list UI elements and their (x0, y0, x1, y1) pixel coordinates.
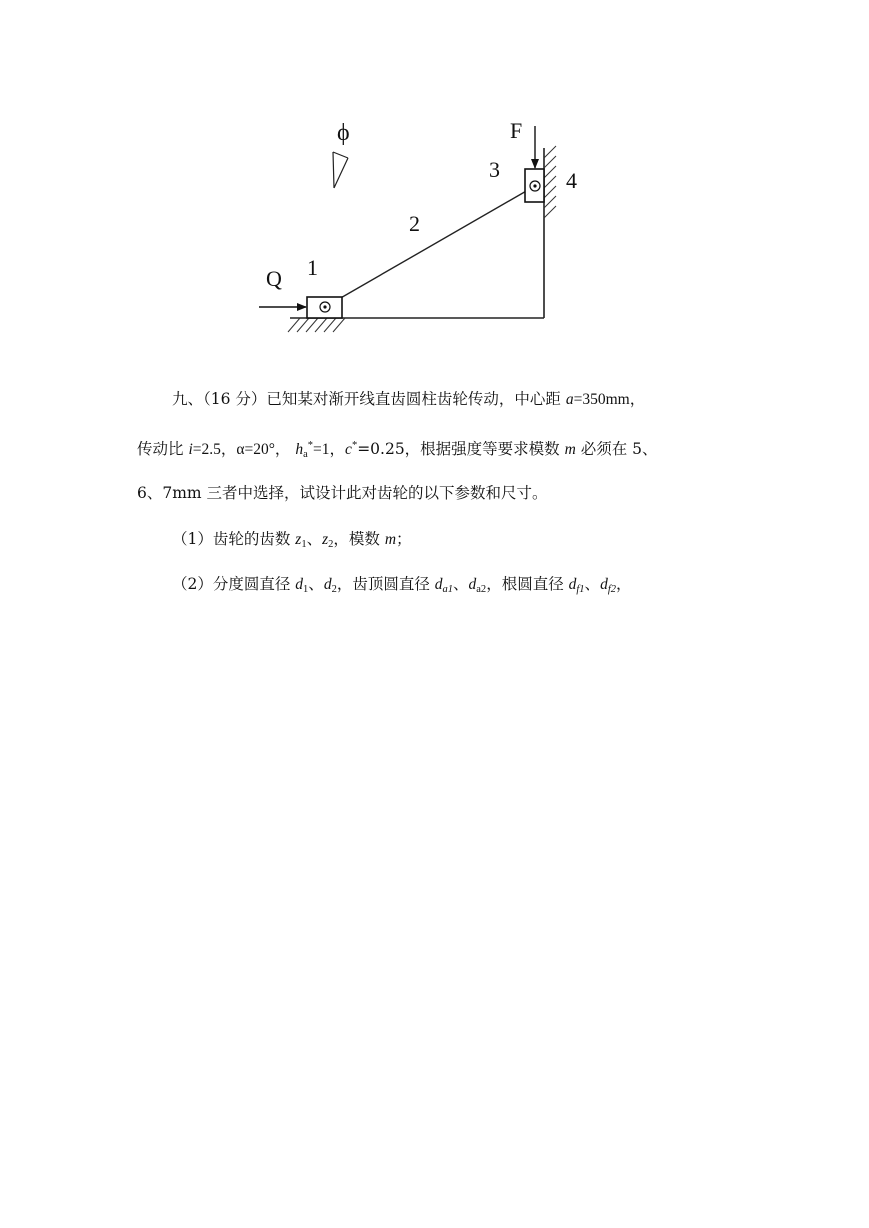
addendum-coef-sub: a (303, 449, 308, 460)
problem-item-1 (172, 529, 412, 555)
link-2-label: 2 (409, 211, 420, 236)
item2-root-label: ，根圆直径 (486, 575, 569, 593)
d1-sub: 1 (303, 584, 309, 595)
problem-line-3 (137, 483, 548, 503)
link-3-label: 3 (489, 157, 500, 182)
ratio-symbol: i (188, 441, 193, 458)
clearance-coef-sup: * (351, 440, 358, 451)
addendum-coef-sup: * (307, 440, 314, 451)
clearance-coef-value: =0.25，根据强度等要求模数 (357, 440, 565, 458)
ground-hatching-wall (544, 146, 556, 218)
da2-sub: a2 (476, 584, 487, 595)
link-4-label: 4 (566, 168, 577, 193)
item1-label: （1）齿轮的齿数 (172, 530, 296, 548)
problem-line-2 (137, 436, 658, 465)
item2-sep3: 、 (584, 575, 601, 593)
line2-ratio-label: 传动比 (137, 440, 189, 458)
item1-end: ； (396, 530, 412, 548)
center-distance-value: =350mm， (573, 391, 646, 408)
line2-tail: 必须在 5、 (575, 440, 658, 458)
item2-sep1: 、 (308, 575, 324, 593)
z1-symbol: z (295, 531, 302, 548)
problem-item-2 (172, 574, 632, 600)
clearance-coef-symbol: c (345, 441, 352, 458)
force-f-label: F (510, 118, 523, 143)
d1-symbol: d (295, 576, 304, 593)
df2-symbol: d (600, 576, 608, 593)
slider-3 (525, 169, 544, 202)
item2-tip-label: ，齿顶圆直径 (336, 575, 435, 593)
module-symbol: m (564, 441, 576, 458)
center-distance-symbol: a (565, 391, 574, 408)
mechanism-diagram (0, 0, 869, 380)
item1-sep: 、 (306, 530, 323, 548)
d2-symbol: d (323, 576, 332, 593)
item2-sep2: 、 (453, 575, 469, 593)
da1-sub: a1 (442, 584, 453, 595)
da2-symbol: d (468, 576, 477, 593)
z2-sub: 2 (328, 539, 334, 550)
slider-1 (307, 297, 342, 318)
item2-end: ， (615, 575, 632, 593)
df2-sub: f2 (607, 584, 616, 595)
item1-module-symbol: m (384, 531, 397, 548)
addendum-coef-symbol: h (295, 441, 304, 458)
item2-label: （2）分度圆直径 (172, 575, 296, 593)
df1-symbol: d (568, 576, 577, 593)
z2-symbol: z (322, 531, 329, 548)
link-1-label: 1 (307, 255, 318, 280)
problem-line-1 (172, 389, 645, 410)
line1-prefix: 九、（16 分）已知某对渐开线直齿圆柱齿轮传动，中心距 (172, 390, 566, 408)
force-q-label: Q (266, 266, 282, 291)
link-2-rod (325, 186, 535, 307)
ratio-and-angle: =2.5，α=20°， (192, 441, 291, 458)
da1-symbol: d (434, 576, 443, 593)
df1-sub: f1 (576, 584, 585, 595)
phi-angle-wedge (333, 152, 348, 188)
z1-sub: 1 (301, 539, 307, 550)
addendum-coef-value: =1， (313, 441, 346, 458)
phi-label: ϕ (337, 120, 350, 146)
d2-sub: 2 (331, 584, 337, 595)
ground-hatching-bottom (288, 318, 345, 332)
item1-module-label: ，模数 (333, 530, 385, 548)
line3-text: 6、7mm 三者中选择，试设计此对齿轮的以下参数和尺寸。 (137, 484, 548, 502)
